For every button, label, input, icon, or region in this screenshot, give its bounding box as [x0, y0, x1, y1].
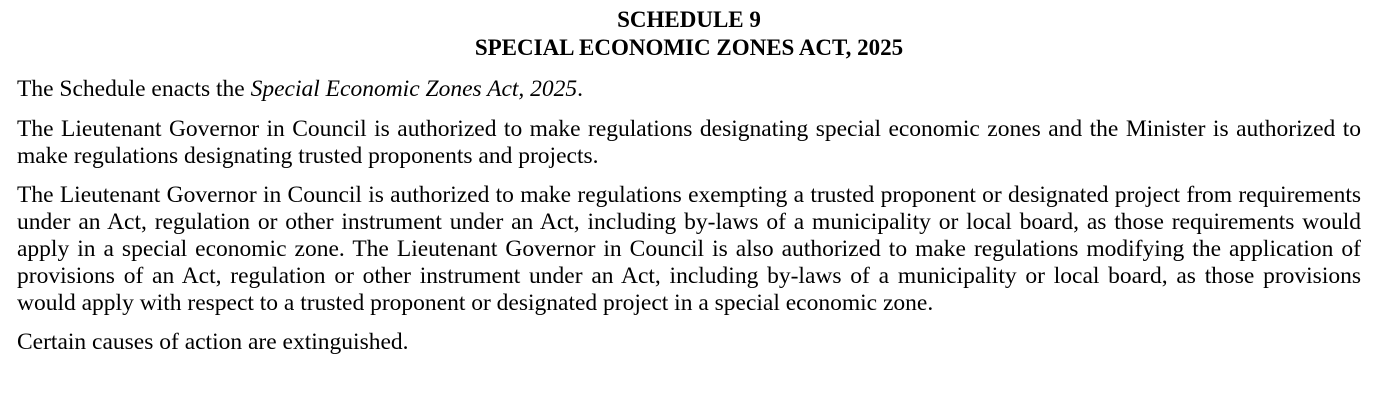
- act-title-italic: Special Economic Zones Act, 2025: [250, 76, 578, 102]
- schedule-number: SCHEDULE 9: [617, 7, 761, 32]
- paragraph-enactment-suffix: .: [577, 76, 584, 102]
- paragraph-enactment: [17, 76, 1361, 103]
- paragraph-causes-of-action: Certain causes of action are extinguished.: [17, 329, 409, 355]
- act-title: SPECIAL ECONOMIC ZONES ACT, 2025: [474, 35, 904, 60]
- paragraph-designation: The Lieutenant Governor in Council is authorized to make regulations designating special economic zones and the Minister is authorized to make regulations designating trusted proponents and projects.: [17, 116, 1361, 169]
- heading-block: [17, 6, 1361, 62]
- paragraph-enactment-prefix: The Schedule enacts the: [17, 76, 251, 102]
- paragraph-exemptions: The Lieutenant Governor in Council is authorized to make regulations exempting a trusted proponent or designated project from requirements under an Act, regulation or other instrument under an Act, including by-laws of a municipality or local board, as those requirements would apply in a special economic zone. The Lieutenant Governor in Council is also authorized to make regulations modifying the application of provisions of an Act, regulation or other instrument under an Act, including by-laws of a municipality or local board, as those provisions would apply with respect to a trusted proponent or designated project in a special economic zone.: [17, 182, 1361, 316]
